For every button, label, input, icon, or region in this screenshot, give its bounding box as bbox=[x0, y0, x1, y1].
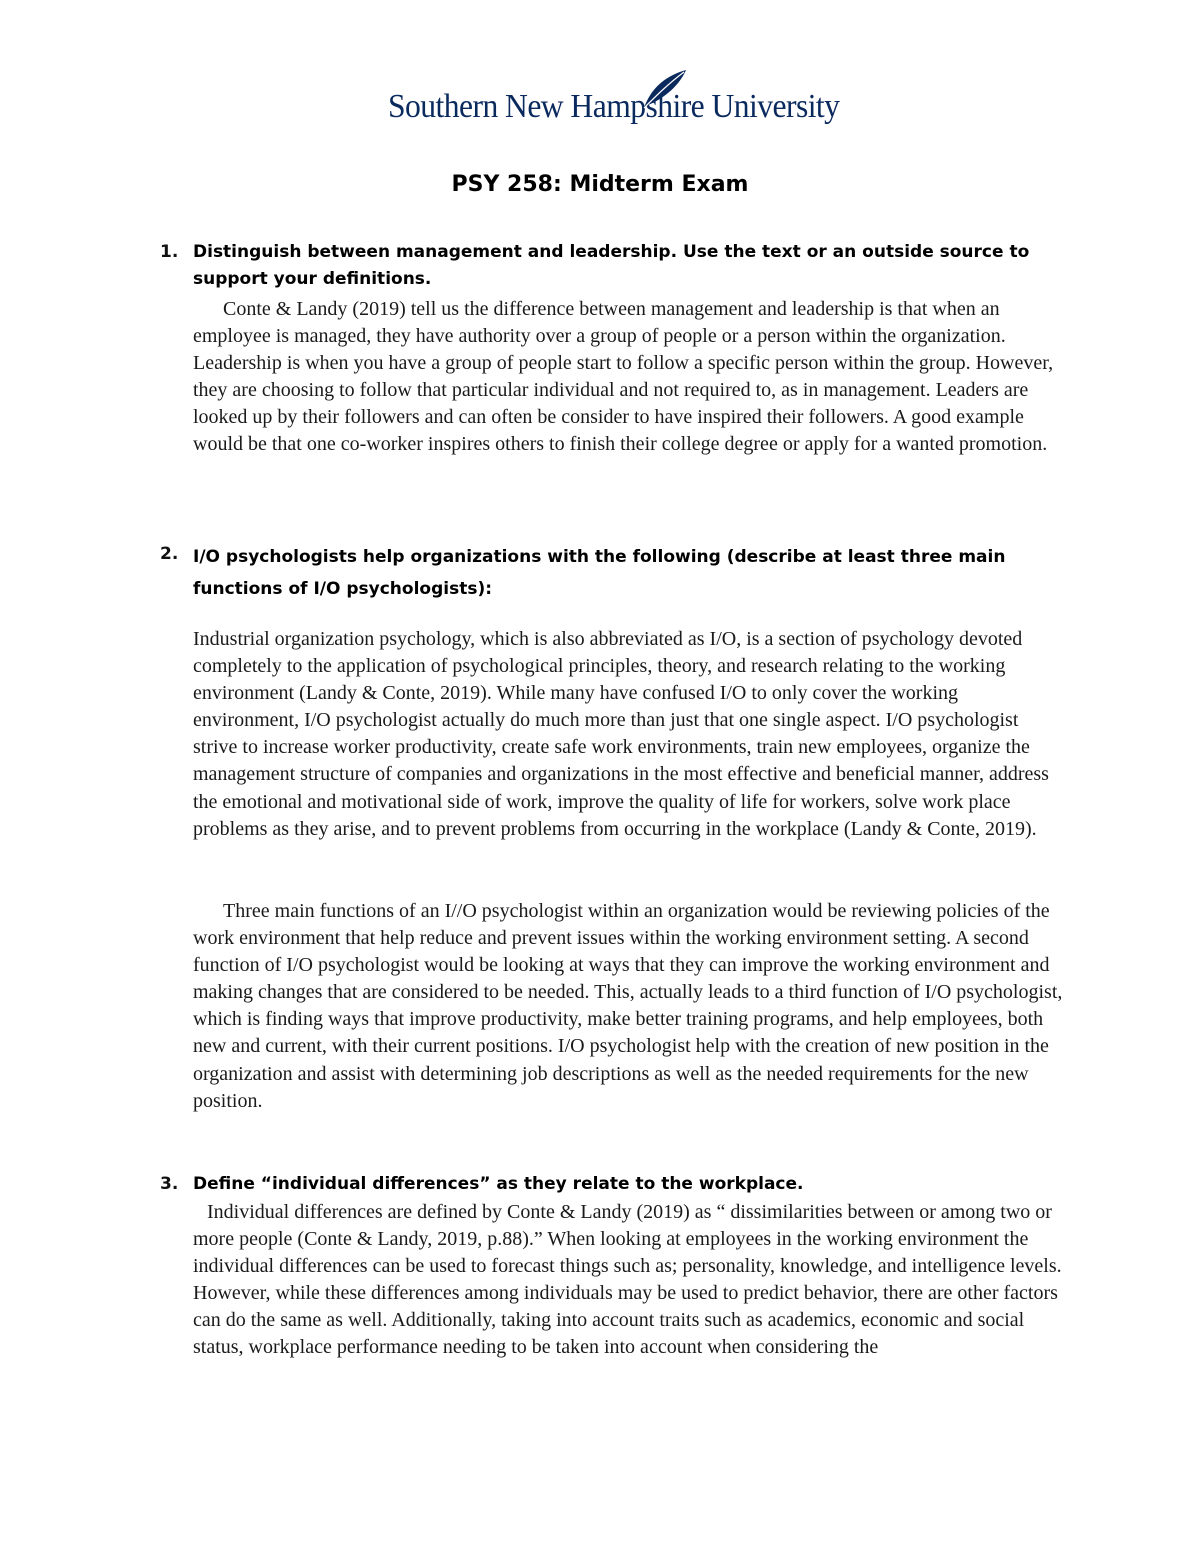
answer-paragraph: Conte & Landy (2019) tell us the difference between management and leadership is that when an employee is managed, they have authority over a group of people or a person within the organization. Leadership is when you have a group of people start to follow a specific person within the group. However, they are choosing to follow that particular individual and not required to, as in management. Leaders are looked up by their followers and can often be consider to have inspired their followers. A good example would be that one co-worker inspires others to finish their college degree or apply for a wanted promotion. bbox=[193, 298, 1054, 456]
leaf-icon bbox=[640, 68, 688, 110]
page-title: PSY 258: Midterm Exam bbox=[451, 172, 749, 197]
answer-paragraph: Industrial organization psychology, which is also abbreviated as I/O, is a section of psychology devoted completely to the application of psychological principles, theory, and research relating to the working environment (Landy & Conte, 2019). While many have confused I/O to only cover the working environment, I/O psychologist actually do much more than just that one single aspect. I/O psychologist strive to increase worker productivity, create safe work environments, train new employees, organize the management structure of companies and organizations in the most effective and beneficial manner, address the emotional and motivational side of work, improve the quality of life for workers, solve work place problems as they arise, and to prevent problems from occurring in the workplace (Landy & Conte, 2019). bbox=[193, 628, 1049, 840]
question-number: 3. bbox=[160, 1174, 179, 1194]
answer-paragraph: Three main functions of an I//O psychologist within an organization would be reviewing policies of the work environment that help reduce and prevent issues within the working environment setting. A second function of I/O psychologist would be looking at ways that they can improve the working environment and making changes that are considered to be needed. This, actually leads to a third function of I/O psychologist, which is finding ways that improve productivity, make better training programs, and help employees, both new and current, with their current positions. I/O psychologist help with the creation of new position in the organization and assist with determining job descriptions as well as the needed requirements for the new position. bbox=[193, 900, 1063, 1112]
question-number: 1. bbox=[160, 242, 179, 262]
logo-wordmark: Southern New Hampshire University bbox=[388, 88, 840, 125]
question-heading: I/O psychologists help organizations with the following (describe at least three main functions of I/O psychologists): bbox=[193, 547, 1006, 599]
question-heading: Distinguish between management and leadership. Use the text or an outside source to support your definitions. bbox=[193, 242, 1030, 289]
question-number: 2. bbox=[160, 544, 179, 564]
answer-paragraph: Individual differences are defined by Conte & Landy (2019) as “ dissimilarities between or among two or more people (Conte & Landy, 2019, p.88).” When looking at employees in the working environment the individual differences can be used to forecast things such as; personality, knowledge, and intelligence levels. However, while these differences among individuals may be used to predict behavior, there are other factors can do the same as well. Additionally, taking into account traits such as academics, economic and social status, workplace performance needing to be taken into account when considering the bbox=[193, 1201, 1062, 1359]
question-heading: Define “individual differences” as they relate to the workplace. bbox=[193, 1174, 804, 1194]
university-logo bbox=[388, 68, 840, 134]
